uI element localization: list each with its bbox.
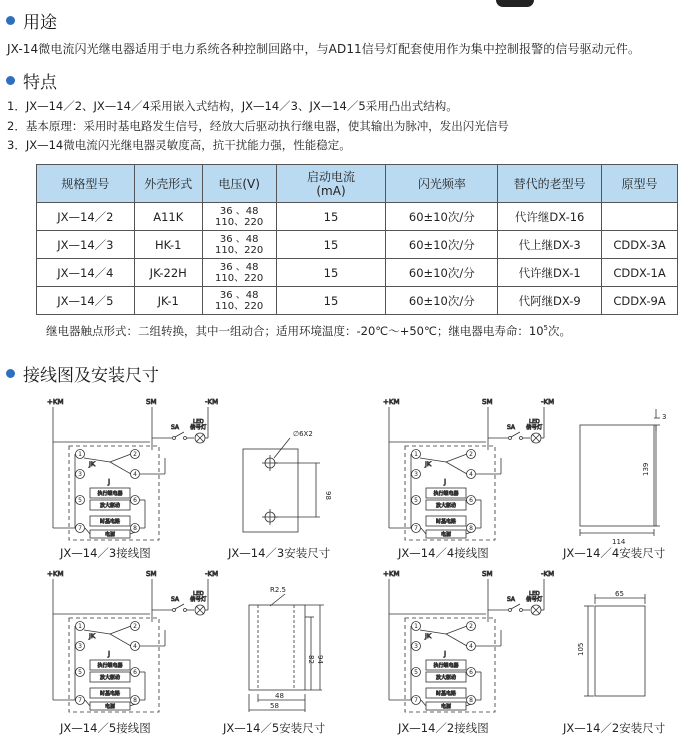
j-label: J [108, 650, 111, 658]
led-sub-label: 信号灯 [190, 597, 207, 603]
caption-wiring-4: JX—14／4接线图 [398, 546, 489, 560]
timer-block-label: 时基电路 [435, 691, 457, 697]
dim-3: 3 [662, 413, 667, 421]
timer-block-label: 时基电路 [99, 519, 121, 525]
header-old-model: 替代的老型号 [498, 165, 602, 203]
caption-wiring-5: JX—14／5接线图 [60, 721, 151, 735]
pin-label: 5 [414, 669, 418, 677]
km-plus-label: +KM [383, 398, 400, 406]
pin-label: 5 [78, 497, 82, 505]
jk-label: JK [425, 460, 432, 468]
led-sub-label: 信号灯 [526, 425, 543, 431]
jk-label: JK [425, 632, 432, 640]
feature-item: 1．JX—14／2、JX—14／4采用嵌入式结构，JX—14／3、JX—14／5采用凸出式结构。 [7, 99, 458, 113]
pin-label: 1 [78, 623, 82, 631]
pin-label: 3 [78, 471, 82, 479]
timer-block-label: 时基电路 [99, 691, 121, 697]
km-plus-label: +KM [47, 570, 64, 578]
caption-mount-4: JX—14／4安装尺寸 [563, 546, 666, 560]
dim-139: 139 [642, 462, 650, 476]
pin-label: 1 [414, 623, 418, 631]
mount-drawing-3 [243, 438, 320, 532]
pin-label: 2 [133, 623, 137, 631]
sa-label: SA [507, 596, 516, 603]
dim-114: 114 [612, 538, 626, 546]
caption-wiring-3: JX—14／3接线图 [60, 546, 151, 560]
led-label: LED [529, 591, 540, 597]
jk-label: JK [89, 632, 96, 640]
led-sub-label: 信号灯 [190, 425, 207, 431]
pin-label: 4 [133, 471, 137, 479]
led-sub-label: 信号灯 [526, 597, 543, 603]
sa-label: SA [171, 596, 180, 603]
pin-label: 1 [414, 451, 418, 459]
pin-label: 4 [469, 471, 473, 479]
caption-wiring-2: JX—14／2接线图 [398, 721, 489, 735]
pin-label: 2 [469, 623, 473, 631]
feature-item: 3．JX—14微电流闪光继电器灵敏度高，抗干扰能力强，性能稳定。 [7, 138, 351, 152]
pin-label: 8 [469, 525, 473, 533]
table-row: JX—14／5 JK-1 36 、48 110、220 15 60±10次/分 代阿继DX-9 CDDX-9A [37, 287, 678, 315]
wiring-diagram-3 [47, 398, 218, 540]
dim-48: 48 [275, 692, 284, 700]
led-label: LED [193, 419, 204, 425]
amp-block-label: 放大驱动 [99, 503, 121, 509]
hole-label: ∅6X2 [293, 430, 313, 438]
pin-label: 7 [78, 525, 82, 533]
feature-item: 2．基本原理：采用时基电路发生信号，经放大后驱动执行继电器，使其输出为脉冲，发出闪光信号 [7, 119, 509, 133]
pin-label: 7 [414, 697, 418, 705]
section-features-title: 特点 [23, 73, 57, 93]
header-frequency: 闪光频率 [386, 165, 498, 203]
pin-label: 4 [469, 643, 473, 651]
mount-drawing-2 [584, 594, 645, 696]
led-label: LED [193, 591, 204, 597]
sm-label: SM [146, 398, 157, 406]
pin-label: 5 [414, 497, 418, 505]
sm-label: SM [482, 570, 493, 578]
pin-label: 7 [78, 697, 82, 705]
dim-105: 105 [577, 642, 585, 656]
spec-note: 继电器触点形式：二组转换，其中一组动合；适用环境温度：-20℃～+50℃；继电器电寿命：$10^5$次。 [46, 324, 571, 338]
km-plus-label: +KM [383, 570, 400, 578]
power-block-label: 电源 [440, 704, 452, 710]
km-minus-label: -KM [541, 570, 555, 578]
sm-label: SM [482, 398, 493, 406]
pin-label: 3 [78, 643, 82, 651]
pin-label: 6 [133, 497, 137, 505]
exec-block-label: 执行继电器 [433, 663, 459, 669]
wiring-diagram-2 [383, 570, 554, 712]
caption-mount-3: JX—14／3安装尺寸 [228, 546, 331, 560]
mount-drawing-5 [249, 594, 324, 712]
table-row: JX—14／3 HK-1 36 、48 110、220 15 60±10次/分 代上继DX-3 CDDX-3A [37, 231, 678, 259]
sa-label: SA [171, 424, 180, 431]
sa-label: SA [507, 424, 516, 431]
wiring-diagram-5 [47, 570, 218, 712]
dim-94: 94 [316, 655, 324, 664]
pin-label: 6 [469, 669, 473, 677]
dim-82: 82 [307, 655, 315, 664]
j-label: J [444, 478, 447, 486]
pin-label: 8 [133, 697, 137, 705]
dim-65: 65 [615, 590, 624, 598]
power-block-label: 电源 [104, 704, 116, 710]
pin-label: 4 [133, 643, 137, 651]
pin-label: 6 [469, 497, 473, 505]
caption-mount-5: JX—14／5安装尺寸 [223, 721, 326, 735]
timer-block-label: 时基电路 [435, 519, 457, 525]
header-voltage: 电压(V) [202, 165, 276, 203]
sm-label: SM [146, 570, 157, 578]
table-row: JX—14／4 JK-22H 36 、48 110、220 15 60±10次/分 代许继DX-1 CDDX-1A [37, 259, 678, 287]
j-label: J [108, 478, 111, 486]
j-label: J [444, 650, 447, 658]
km-minus-label: -KM [205, 398, 219, 406]
pin-label: 2 [133, 451, 137, 459]
pin-label: 7 [414, 525, 418, 533]
dim-98: 98 [324, 491, 332, 500]
header-current: 启动电流 (mA) [276, 165, 386, 203]
amp-block-label: 放大驱动 [435, 503, 457, 509]
header-original-model: 原型号 [602, 165, 678, 203]
km-minus-label: -KM [541, 398, 555, 406]
wiring-diagram-4 [383, 398, 554, 540]
pin-label: 3 [414, 643, 418, 651]
r25-label: R2.5 [270, 586, 286, 594]
dim-58: 58 [270, 702, 279, 710]
exec-block-label: 执行继电器 [97, 663, 123, 669]
caption-mount-2: JX—14／2安装尺寸 [563, 721, 666, 735]
intro-text: JX-14微电流闪光继电器适用于电力系统各种控制回路中，与AD11信号灯配套使用作为集中控制报警的信号驱动元件。 [7, 42, 641, 56]
power-block-label: 电源 [104, 532, 116, 538]
power-block-label: 电源 [440, 532, 452, 538]
pin-label: 8 [469, 697, 473, 705]
pin-label: 8 [133, 525, 137, 533]
amp-block-label: 放大驱动 [435, 675, 457, 681]
section-wiring-title: 接线图及安装尺寸 [23, 366, 159, 386]
km-plus-label: +KM [47, 398, 64, 406]
header-shell: 外壳形式 [134, 165, 202, 203]
header-model: 规格型号 [37, 165, 135, 203]
section-usage-title: 用途 [23, 13, 57, 33]
pin-label: 2 [469, 451, 473, 459]
exec-block-label: 执行继电器 [97, 491, 123, 497]
pin-label: 3 [414, 471, 418, 479]
pin-label: 1 [78, 451, 82, 459]
amp-block-label: 放大驱动 [99, 675, 121, 681]
led-label: LED [529, 419, 540, 425]
pin-label: 6 [133, 669, 137, 677]
table-row: JX—14／2 A11K 36 、48 110、220 15 60±10次/分 代许继DX-16 [37, 203, 678, 231]
exec-block-label: 执行继电器 [433, 491, 459, 497]
jk-label: JK [89, 460, 96, 468]
pin-label: 5 [78, 669, 82, 677]
km-minus-label: -KM [205, 570, 219, 578]
